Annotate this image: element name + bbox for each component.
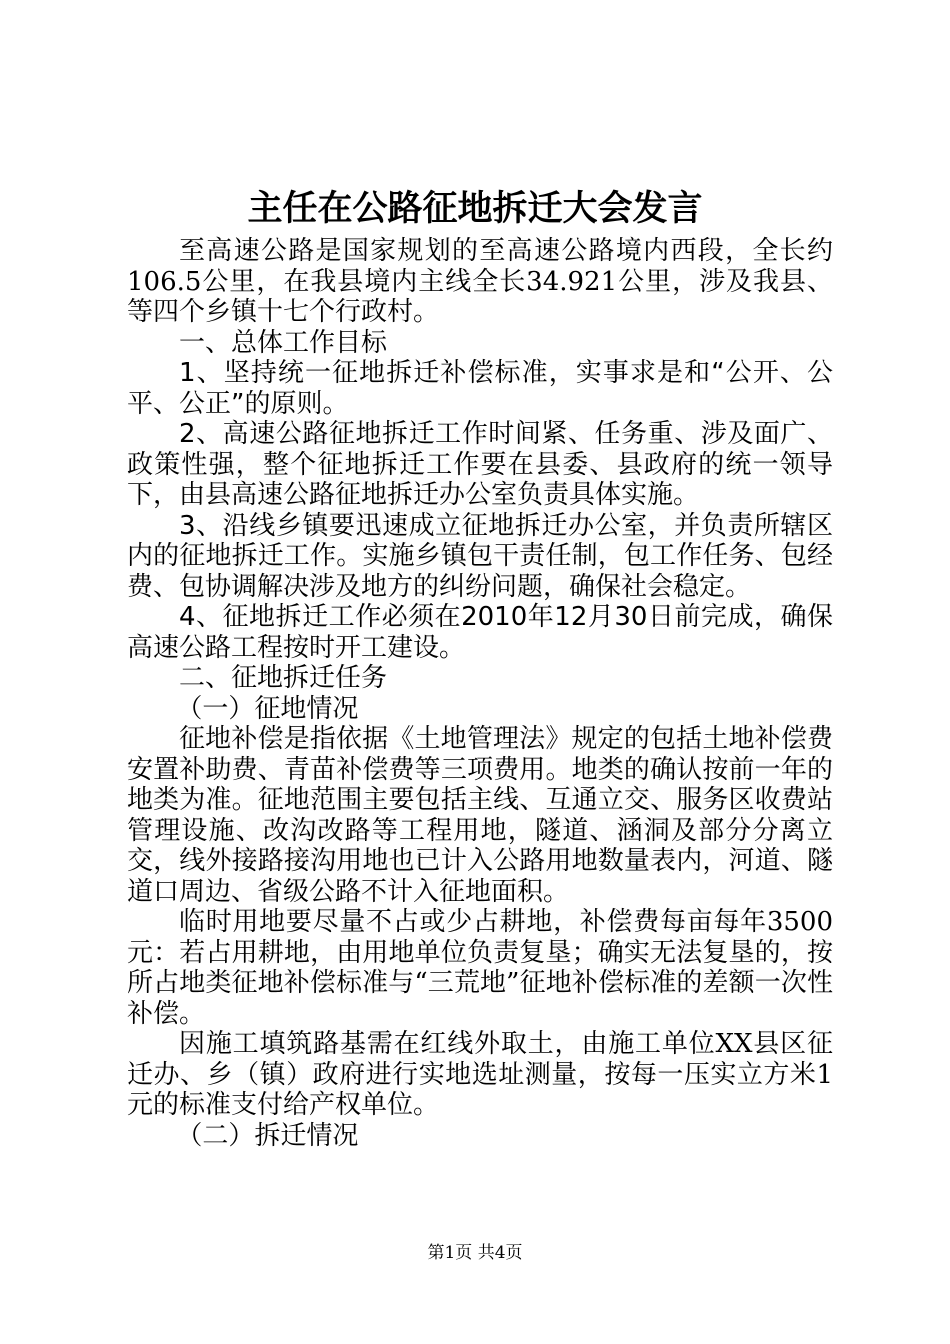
paragraph-goal-3-part-a: 3、沿线乡镇要迅速成立征地拆迁办公室，并负责所辖区内的征地拆迁工作。 [127, 510, 833, 571]
heading-general-goals: 一、总体工作目标 [179, 327, 388, 358]
paragraph-land-compensation: 征地补偿是指依据《土地管理法》规定的包括土地补偿费安置补助费、青苗补偿费等三项费用。地类的确认按前一年的地类为准。征地范围主要包括主线、互通立交、服务区收费站管理设施、改沟改路等工程用地，隧道、涵洞及部分分离立交，线外接路接沟用地也已计入公路用地数量表内，河道、隧道口周边、省级公路不计入征地面积。 [127, 724, 833, 907]
page-footer: 第1页 共4页 [427, 1243, 523, 1263]
paragraph-temporary-land: 临时用地要尽量不占或少占耕地，补偿费每亩每年3500元：若占用耕地，由用地单位负责复垦；确实无法复垦的，按所占地类征地补偿标准与“三荒地”征地补偿标准的差额一次性补偿。 [127, 907, 833, 1029]
document-body [127, 236, 833, 1151]
paragraph-goal-3 [127, 511, 833, 603]
paragraph-borrow-soil: 因施工填筑路基需在红线外取土，由施工单位XX县区征迁办、乡（镇）政府进行实地选址测量，按每一压实立方米1元的标准支付给产权单位。 [127, 1029, 833, 1120]
paragraph-goal-1: 1、坚持统一征地拆迁补偿标准，实事求是和“公开、公平、公正”的原则。 [127, 358, 833, 419]
heading-tasks: 二、征地拆迁任务 [179, 663, 388, 693]
paragraph-goal-4: 4、征地拆迁工作必须在2010年12月30日前完成，确保高速公路工程按时开工建设。 [127, 602, 833, 663]
document-title: 主任在公路征地拆迁大会发言 [247, 189, 703, 229]
paragraph-goal-2: 2、高速公路征地拆迁工作时间紧、任务重、涉及面广、政策性强，整个征地拆迁工作要在县委、县政府的统一领导下，由县高速公路征地拆迁办公室负责具体实施。 [127, 419, 833, 510]
subheading-demolition: （二）拆迁情况 [176, 1120, 359, 1151]
subheading-land-acquisition: （一）征地情况 [176, 693, 359, 724]
paragraph-goal-3-part-b: 实施乡镇包干责任制，包工作任务、包经费、包协调解决涉及地方的纠纷问题，确保社会稳定。 [127, 541, 833, 602]
paragraph-intro: 至高速公路是国家规划的至高速公路境内西段，全长约106.5公里，在我县境内主线全长34.921公里，涉及我县、等四个乡镇十七个行政村。 [127, 236, 833, 327]
